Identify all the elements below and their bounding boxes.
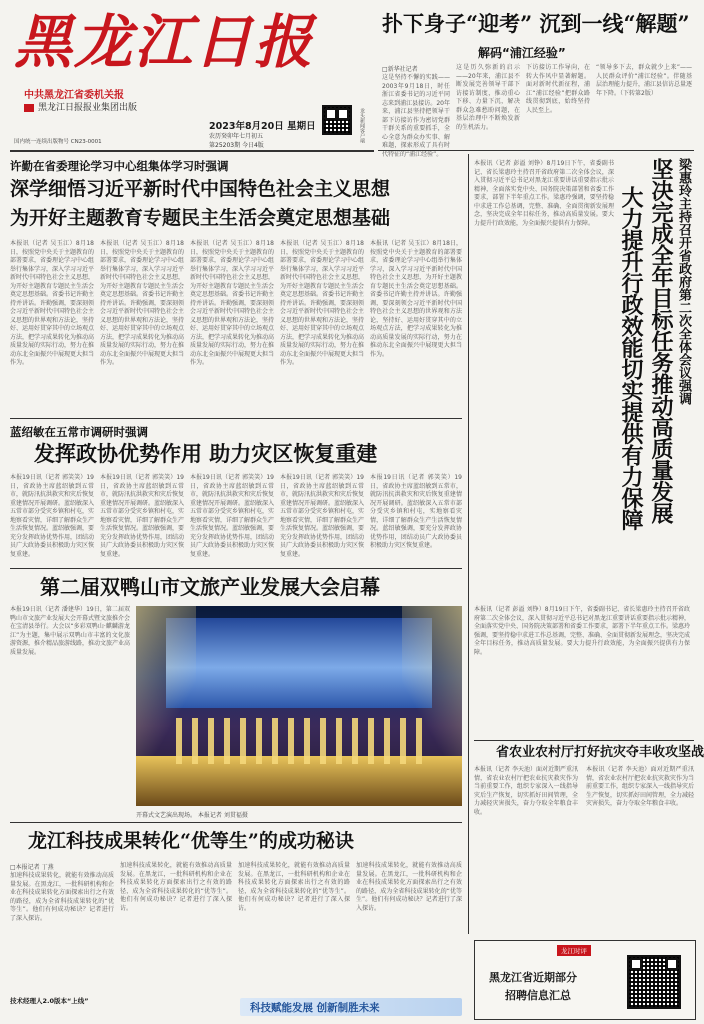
tech-col1: 加速科技成果转化，就能有效推动高质量发展。在黑龙江，一批科研机构和企业在科技成果转化方面探索出行之有效的路径，成为全省科技成果转化的“优等生”。他们有何成功秘诀？记者进行了深入探访。 bbox=[10, 872, 114, 922]
flood-col1: 本报19日讯（记者 郭笑笑）19日，省政协主席蓝绍敏到五常市，就防汛抗洪救灾和灾后恢复重建情况开展调研。蓝绍敏深入五常市部分受灾乡镇和村屯，实地察看灾情，详细了解群众生产生活恢复情况。蓝绍敏强调，要充分发挥政协优势作用，团结动员广大政协委员积极助力灾区恢复重建。 bbox=[10, 474, 95, 558]
top-divider bbox=[378, 150, 694, 151]
app-caption: 龙头新闻客户端 bbox=[359, 108, 365, 143]
brief-top-rule bbox=[474, 740, 694, 741]
right-story-title-line1: 坚决完成全年目标任务推动高质量发展 bbox=[648, 158, 674, 524]
tech-section-label: 技术经理人2.0版本“上线” bbox=[10, 997, 89, 1005]
job-ad-qr-code[interactable] bbox=[627, 955, 681, 1009]
issue-number: 第25203期 今日4版 bbox=[209, 142, 264, 149]
flood-title: 发挥政协优势作用 助力灾区恢复重建 bbox=[34, 441, 378, 466]
lead-col2: 本报讯（记者 吴玉江）8月18日，按照党中央关于主题教育的部署要求，省委理论学习中心组举行集体学习，深入学习习近平新时代中国特色社会主义思想，为开好主题教育专题民主生活会奠定思想基础。省委书记许勤主持并讲话。许勤强调，要深刻领会习近平新时代中国特色社会主义思想的世界观和方法论，坚持好、运用好贯穿其中的立场观点方法，把学习成果转化为推动高质量发展的实际行动，努力在推动东北全面振兴中展现更大担当作为。 bbox=[100, 240, 185, 366]
right-story-kicker: 梁惠玲主持召开省政府第二次全体会议强调 bbox=[676, 158, 691, 405]
lead-col4: 本报讯（记者 吴玉江）8月18日，按照党中央关于主题教育的部署要求，省委理论学习中心组举行集体学习，深入学习习近平新时代中国特色社会主义思想，为开好主题教育专题民主生活会奠定思想基础。省委书记许勤主持并讲话。许勤强调，要深刻领会习近平新时代中国特色社会主义思想的世界观和方法论，坚持好、运用好贯穿其中的立场观点方法，把学习成果转化为推动高质量发展的实际行动，努力在推动东北全面振兴中展现更大担当作为。 bbox=[280, 240, 365, 366]
tech-banner-text: 科技赋能发展 创新制胜未来 bbox=[250, 1002, 380, 1014]
edition-code: 国内统一连续出版物号 CN23-0001 bbox=[14, 139, 102, 145]
job-ad-label: 龙江时评 bbox=[557, 945, 591, 956]
tourism-photo bbox=[136, 606, 462, 806]
tech-col4: 加速科技成果转化，就能有效推动高质量发展。在黑龙江，一批科研机构和企业在科技成果转化方面探索出行之有效的路径，成为全省科技成果转化的“优等生”。他们有何成功秘诀？记者进行了深入探访。 bbox=[356, 862, 462, 912]
tech-byline: □本报记者 丁燕 bbox=[10, 864, 54, 871]
tourism-title: 第二届双鸭山市文旅产业发展大会启幕 bbox=[40, 575, 380, 599]
tourism-photo-caption: 开幕式文艺演出现场。 本报记者 刘贯福摄 bbox=[136, 812, 248, 819]
job-ad-title-line2: 招聘信息汇总 bbox=[505, 989, 571, 1002]
flood-col4: 本报19日讯（记者 郭笑笑）19日，省政协主席蓝绍敏到五常市，就防汛抗洪救灾和灾后恢复重建情况开展调研。蓝绍敏深入五常市部分受灾乡镇和村屯，实地察看灾情，详细了解群众生产生活恢复情况。蓝绍敏强调，要充分发挥政协优势作用，团结动员广大政协委员积极助力灾区恢复重建。 bbox=[280, 474, 365, 558]
top-story-byline: □新华社记者 bbox=[382, 66, 418, 73]
top-story-col1: 这是坚持不懈的实践——2003年9月18日，时任浙江省委书记的习近平同志来到浦江县接访。20年来，浦江县坚持把领导干部下访接访作为密切党群干群关系的重要抓手，全心全意为群众办实事、解难题，探索形成了具有时代特征的“浦江经验”。 bbox=[382, 74, 450, 158]
masthead bbox=[14, 6, 349, 149]
tech-banner bbox=[240, 998, 462, 1016]
top-story-title: 扑下身子“迎考” 沉到一线“解题” bbox=[382, 11, 690, 36]
lead-divider bbox=[10, 418, 462, 419]
tech-col2: 加速科技成果转化，就能有效推动高质量发展。在黑龙江，一批科研机构和企业在科技成果转化方面探索出行之有效的路径，成为全省科技成果转化的“优等生”。他们有何成功秘诀？记者进行了深入探访。 bbox=[120, 862, 232, 912]
top-story-col2: 这是历久弥新的启示——20年来，浦江县不断发展完善领导干部下访接访制度，推动重心下移、力量下沉，解决群众急难愁盼问题，在基层治理中不断焕发新的生机活力。 bbox=[456, 64, 520, 131]
job-ad-title-line1: 黑龙江省近期部分 bbox=[489, 971, 577, 984]
disaster-brief-col2: 本报讯（记者 李天池）面对近期严重汛情，省农业农村厅把农业抗灾救灾作为当前重要工作，组织专家深入一线指导灾后生产恢复，切实抓好田间管理，全力减轻灾害损失，奋力夺取全年粮食丰收。 bbox=[586, 766, 695, 807]
issue-date: 2023年8月20日 星期日 bbox=[209, 121, 316, 132]
right-story-body-b: 本报讯（记者 彭溢 刘铮）8月19日下午，省委副书记、省长梁惠玲主持召开省政府第二次全体会议，深入贯彻习近平总书记对黑龙江重要讲话重要指示批示精神，全面落实党中央、国务院决策部署和省委工作要求，部署下半年重点工作。梁惠玲强调，要坚持稳中求进工作总基调，完整、准确、全面贯彻新发展理念，坚决完成全年目标任务，推动高质量发展。要大力提升行政效能，为全面振兴提供有力保障。 bbox=[474, 606, 691, 656]
performers bbox=[176, 718, 426, 764]
top-story-subtitle: 解码“浦江经验” bbox=[478, 46, 566, 60]
masthead-divider bbox=[10, 150, 374, 152]
tech-title: 龙江科技成果转化“优等生”的成功秘诀 bbox=[28, 830, 354, 852]
right-column-border bbox=[468, 154, 469, 934]
flood-col2: 本报19日讯（记者 郭笑笑）19日，省政协主席蓝绍敏到五常市，就防汛抗洪救灾和灾后恢复重建情况开展调研。蓝绍敏深入五常市部分受灾乡镇和村屯，实地察看灾情，详细了解群众生产生活恢复情况。蓝绍敏强调，要充分发挥政协优势作用，团结动员广大政协委员积极助力灾区恢复重建。 bbox=[100, 474, 185, 558]
flood-col5: 本报19日讯（记者 郭笑笑）19日，省政协主席蓝绍敏到五常市，就防汛抗洪救灾和灾后恢复重建情况开展调研。蓝绍敏深入五常市部分受灾乡镇和村屯，实地察看灾情，详细了解群众生产生活恢复情况。蓝绍敏强调，要充分发挥政协优势作用，团结动员广大政协委员积极助力灾区恢复重建。 bbox=[370, 474, 462, 549]
lead-col5: 本报讯（记者 吴玉江）8月18日，按照党中央关于主题教育的部署要求，省委理论学习中心组举行集体学习，深入学习习近平新时代中国特色社会主义思想，为开好主题教育专题民主生活会奠定思想基础。省委书记许勤主持并讲话。许勤强调，要深刻领会习近平新时代中国特色社会主义思想的世界观和方法论，坚持好、运用好贯穿其中的立场观点方法，把学习成果转化为推动高质量发展的实际行动，努力在推动东北全面振兴中展现更大担当作为。 bbox=[370, 240, 462, 358]
publisher: 黑龙江日报报业集团出版 bbox=[24, 100, 137, 113]
job-ad-box[interactable] bbox=[474, 940, 696, 1020]
stage-screen bbox=[166, 618, 432, 708]
flood-divider bbox=[10, 568, 462, 569]
top-story-col3: 下访接访工作导向，在转大作风中显著解题。面对新时代新征程，浦江“浦江经验”把群众路线贯彻到底，始终坚持人民至上。 bbox=[526, 64, 590, 114]
masthead-title: 黑龙江日报 bbox=[14, 8, 315, 76]
masthead-organ: 中共黑龙江省委机关报 bbox=[24, 90, 124, 101]
lunar-date: 农历癸卯年七月初五 bbox=[209, 133, 264, 140]
top-story-col4: “领导多下去，群众就少上来”——人民群众评价“浦江经验”。伴随基层治理能力提升，浦江县信访总量逐年下降。（下转第2版） bbox=[596, 64, 693, 97]
tourism-divider bbox=[10, 822, 462, 823]
tourism-body: 本报19日讯（记者 潘建华）19日，第二届双鸭山市文旅产业发展大会开幕式暨文旅推介会在宝清县举行。大会以“多彩双鸭山·麒麟游龙江”为主题，集中展示双鸭山市丰富的文化旅游资源，推介精品旅游线路，推动文旅产业高质量发展。 bbox=[10, 606, 131, 656]
flood-kicker: 蓝绍敏在五常市调研时强调 bbox=[10, 425, 148, 439]
lead-col3: 本报讯（记者 吴玉江）8月18日，按照党中央关于主题教育的部署要求，省委理论学习中心组举行集体学习，深入学习习近平新时代中国特色社会主义思想，为开好主题教育专题民主生活会奠定思想基础。省委书记许勤主持并讲话。许勤强调，要深刻领会习近平新时代中国特色社会主义思想的世界观和方法论，坚持好、运用好贯穿其中的立场观点方法，把学习成果转化为推动高质量发展的实际行动，努力在推动东北全面振兴中展现更大担当作为。 bbox=[190, 240, 275, 366]
tech-col3: 加速科技成果转化，就能有效推动高质量发展。在黑龙江，一批科研机构和企业在科技成果转化方面探索出行之有效的路径，成为全省科技成果转化的“优等生”。他们有何成功秘诀？记者进行了深入探访。 bbox=[238, 862, 350, 912]
right-story-body-a: 本报讯（记者 彭溢 刘铮）8月19日下午，省委副书记、省长梁惠玲主持召开省政府第二次全体会议，深入贯彻习近平总书记对黑龙江重要讲话重要指示批示精神，全面落实党中央、国务院决策部署和省委工作要求，部署下半年重点工作。梁惠玲强调，要坚持稳中求进工作总基调，完整、准确、全面贯彻新发展理念，坚决完成全年目标任务，推动高质量发展。要大力提升行政效能，为全面振兴提供有力保障。 bbox=[474, 160, 614, 227]
publisher-logo-icon bbox=[24, 104, 34, 112]
flood-col3: 本报19日讯（记者 郭笑笑）19日，省政协主席蓝绍敏到五常市，就防汛抗洪救灾和灾后恢复重建情况开展调研。蓝绍敏深入五常市部分受灾乡镇和村屯，实地察看灾情，详细了解群众生产生活恢复情况。蓝绍敏强调，要充分发挥政协优势作用，团结动员广大政协委员积极助力灾区恢复重建。 bbox=[190, 474, 275, 558]
lead-title-line2: 为开好主题教育专题民主生活会奠定思想基础 bbox=[10, 207, 391, 229]
disaster-brief-col1: 本报讯（记者 李天池）面对近期严重汛情，省农业农村厅把农业抗灾救灾作为当前重要工作，组织专家深入一线指导灾后生产恢复，切实抓好田间管理，全力减轻灾害损失，奋力夺取全年粮食丰收。 bbox=[474, 766, 578, 816]
right-story-title-line2: 大力提升行政效能切实提供有力保障 bbox=[618, 186, 644, 530]
disaster-brief-title: 省农业农村厅打好抗灾夺丰收攻坚战 bbox=[496, 745, 704, 760]
lead-title-line1: 深学细悟习近平新时代中国特色社会主义思想 bbox=[10, 178, 391, 200]
app-qr-code[interactable] bbox=[322, 105, 352, 135]
lead-kicker: 许勤在省委理论学习中心组集体学习时强调 bbox=[10, 159, 229, 173]
lead-col1: 本报讯（记者 吴玉江）8月18日，按照党中央关于主题教育的部署要求，省委理论学习中心组举行集体学习，深入学习习近平新时代中国特色社会主义思想，为开好主题教育专题民主生活会奠定思想基础。省委书记许勤主持并讲话。许勤强调，要深刻领会习近平新时代中国特色社会主义思想的世界观和方法论，坚持好、运用好贯穿其中的立场观点方法，把学习成果转化为推动高质量发展的实际行动，努力在推动东北全面振兴中展现更大担当作为。 bbox=[10, 240, 95, 366]
